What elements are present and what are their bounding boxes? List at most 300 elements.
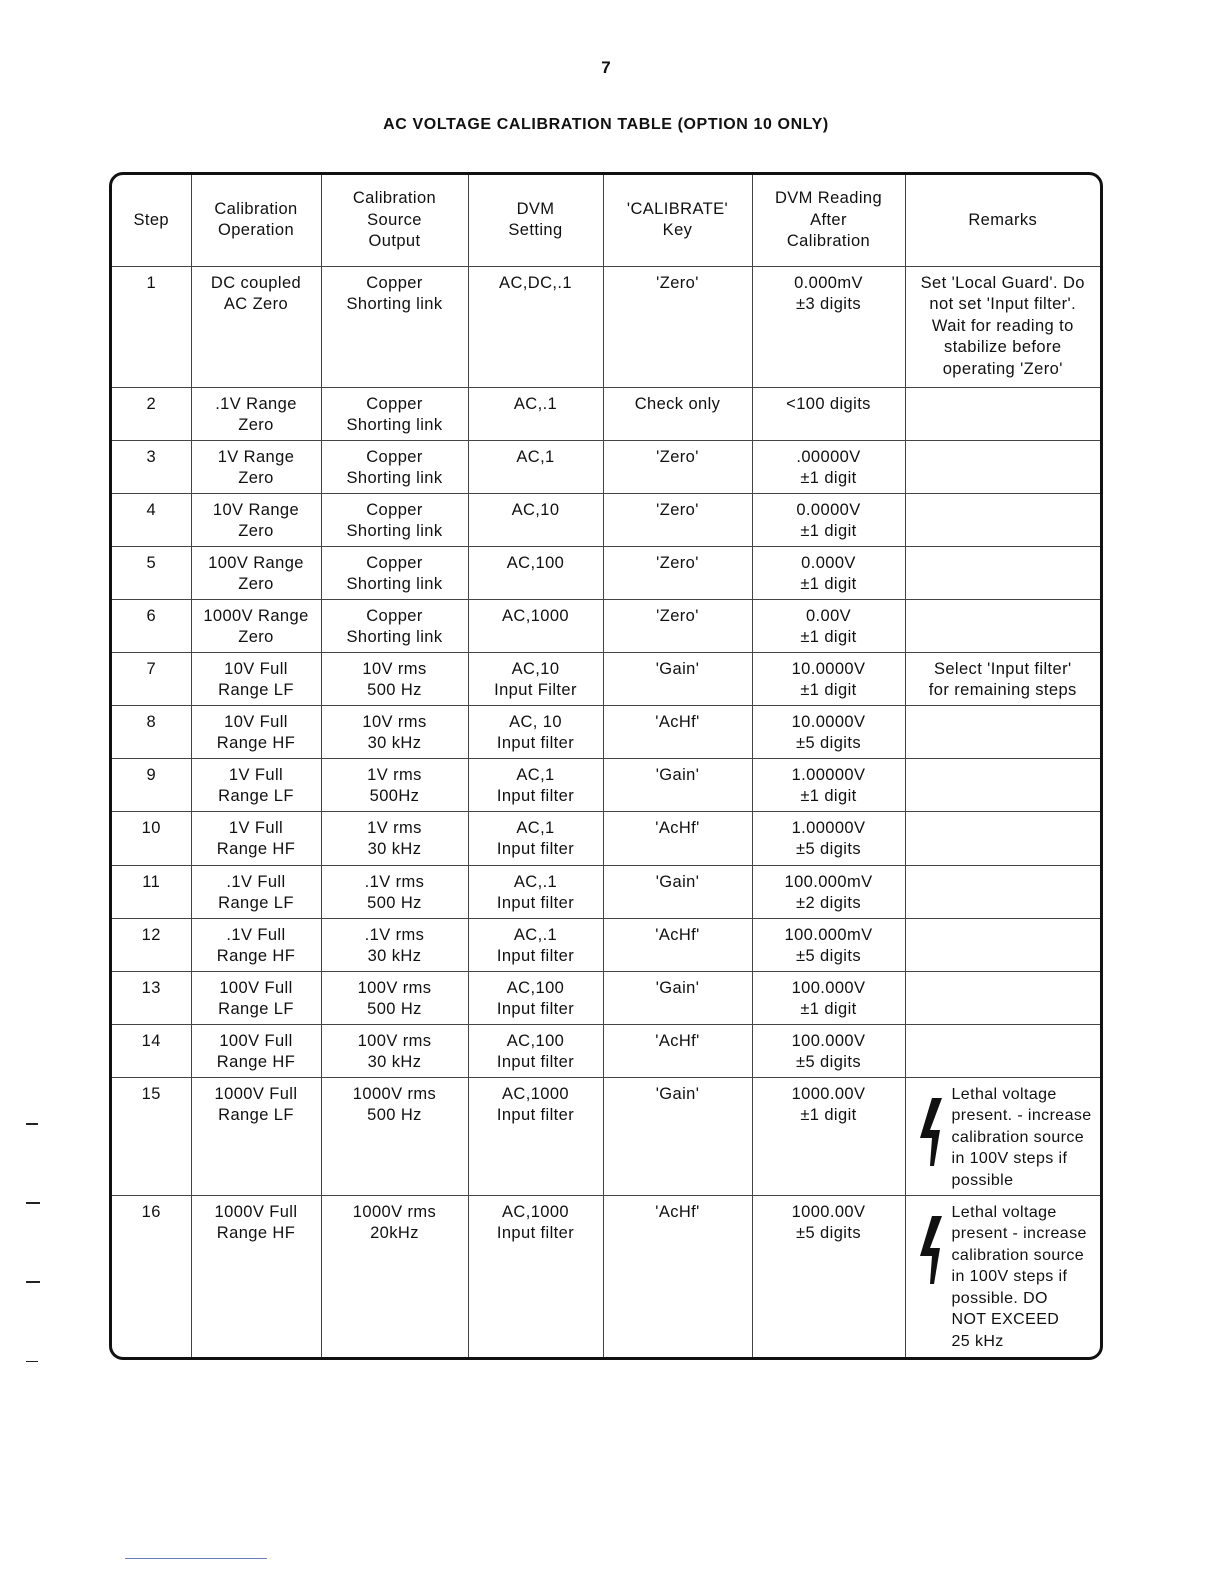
operation-cell-line: 10V Full (224, 712, 288, 731)
remarks-cell-line: Lethal voltage (951, 1203, 1057, 1221)
remarks-cell (905, 758, 1100, 811)
dvm-setting-cell (468, 387, 603, 440)
remarks-cell-line: Wait for reading to (931, 316, 1074, 335)
step-cell: 8 (112, 705, 191, 758)
dvm-reading-cell-line: ±1 digit (800, 681, 857, 699)
column-header-line: Output (368, 232, 421, 250)
dvm-reading-cell (752, 1024, 905, 1077)
calibrate-key-cell: 'AcHf' (603, 811, 752, 865)
column-header (752, 175, 905, 266)
dvm-reading-cell-line: .00000V (796, 447, 861, 466)
calibrate-key-cell: 'Gain' (603, 758, 752, 811)
dvm-reading-cell-line: ±1 digit (800, 522, 857, 540)
calibrate-key-cell: 'AcHf' (603, 1195, 752, 1357)
source-cell-line: 100V rms (357, 978, 432, 997)
lethal-warning (908, 1078, 1099, 1192)
dvm-setting-cell (468, 758, 603, 811)
dvm-reading-cell-line: 10.0000V (791, 712, 866, 731)
step-cell: 6 (112, 599, 191, 652)
source-cell (321, 865, 468, 918)
dvm-reading-cell-line: 100.000V (791, 1031, 866, 1050)
dvm-setting-cell-line: Input filter (496, 734, 575, 752)
footer-rule (125, 1558, 267, 1559)
column-header-line: Operation (217, 221, 295, 240)
source-cell-line: Copper (366, 273, 423, 292)
dvm-setting-cell-line: AC,10 (511, 500, 560, 519)
source-cell-line: Shorting link (346, 522, 443, 540)
dvm-setting-cell (468, 865, 603, 918)
remarks-cell-line: possible. DO (951, 1289, 1048, 1307)
calibrate-key-cell: 'Gain' (603, 865, 752, 918)
dvm-reading-cell-line: ±3 digits (796, 295, 861, 313)
remarks-cell (905, 1024, 1100, 1077)
remarks-cell-line: present. - increase (951, 1107, 1092, 1124)
operation-cell-line: Zero (238, 522, 274, 540)
remarks-cell (905, 705, 1100, 758)
operation-cell-line: AC Zero (223, 295, 289, 313)
column-header-line: Step (133, 210, 170, 229)
source-cell (321, 652, 468, 705)
dvm-reading-cell-line: 1000.00V (791, 1084, 866, 1103)
operation-cell (191, 387, 321, 440)
remarks-cell-line: in 100V steps if (951, 1150, 1068, 1167)
calibrate-key-cell: 'Zero' (603, 493, 752, 546)
remarks-cell (905, 865, 1100, 918)
source-cell (321, 387, 468, 440)
dvm-reading-cell-line: ±5 digits (796, 947, 861, 965)
dvm-reading-cell-line: ±5 digits (796, 1224, 861, 1242)
dvm-reading-cell (752, 971, 905, 1024)
operation-cell-line: 100V Full (219, 1031, 293, 1050)
column-header-line: Calibration (786, 232, 871, 250)
remarks-cell-line: 25 kHz (951, 1332, 1004, 1350)
remarks-cell-line: in 100V steps if (951, 1268, 1068, 1285)
dvm-setting-cell-line: Input filter (496, 1224, 575, 1242)
lethal-warning-text (952, 1084, 1099, 1192)
operation-cell-line: Zero (238, 416, 274, 434)
table-row (112, 599, 1100, 652)
dvm-setting-cell-line: Input filter (496, 947, 575, 965)
dvm-reading-cell-line: 0.0000V (796, 500, 861, 519)
operation-cell (191, 1024, 321, 1077)
dvm-reading-cell (752, 546, 905, 599)
dvm-setting-cell-line: Input filter (496, 1053, 575, 1071)
dvm-reading-cell-line: ±1 digit (800, 1106, 857, 1124)
lethal-warning-text (952, 1202, 1099, 1353)
dvm-setting-cell (468, 1024, 603, 1077)
source-cell-line: Copper (366, 447, 423, 466)
remarks-cell (905, 811, 1100, 865)
calibrate-key-cell: 'Gain' (603, 1077, 752, 1195)
source-cell-line: 500 Hz (367, 1000, 422, 1018)
dvm-reading-cell-line: 1.00000V (791, 818, 866, 837)
operation-cell-line: Range LF (218, 1000, 294, 1018)
dvm-setting-cell (468, 652, 603, 705)
dvm-setting-cell (468, 971, 603, 1024)
remarks-cell-line: Select 'Input filter' (933, 659, 1072, 678)
operation-cell-line: Zero (238, 628, 274, 646)
source-cell (321, 1195, 468, 1357)
header-row (112, 175, 1100, 266)
dvm-setting-cell-line: AC,100 (506, 553, 565, 572)
dvm-reading-cell (752, 493, 905, 546)
dvm-reading-cell-line: 0.000mV (794, 273, 863, 292)
source-cell-line: 100V rms (357, 1031, 432, 1050)
step-cell: 3 (112, 440, 191, 493)
source-cell-line: 30 kHz (367, 734, 422, 752)
dvm-reading-cell (752, 599, 905, 652)
operation-cell-line: Range HF (216, 734, 296, 752)
operation-cell (191, 705, 321, 758)
calibrate-key-cell: 'Zero' (603, 266, 752, 387)
operation-cell-line: Zero (238, 469, 274, 487)
operation-cell (191, 865, 321, 918)
step-cell: 1 (112, 266, 191, 387)
dvm-reading-cell (752, 918, 905, 971)
dvm-setting-cell-line: AC,10 (511, 659, 560, 678)
remarks-cell-line: not set 'Input filter'. (929, 295, 1077, 313)
operation-cell-line: .1V Range (215, 394, 297, 413)
remarks-cell (905, 387, 1100, 440)
calibration-table-frame (109, 172, 1103, 1360)
dvm-setting-cell-line: Input filter (496, 1106, 575, 1124)
source-cell-line: 1V rms (367, 818, 422, 837)
margin-tick (26, 1361, 38, 1362)
dvm-setting-cell-line: AC,1000 (501, 1084, 569, 1103)
remarks-cell-line: Lethal voltage (951, 1085, 1057, 1103)
remarks-cell (905, 440, 1100, 493)
source-cell (321, 599, 468, 652)
source-cell-line: .1V rms (364, 925, 425, 944)
dvm-setting-cell-line: AC,1000 (501, 1202, 569, 1221)
operation-cell-line: Range LF (218, 1106, 294, 1124)
operation-cell-line: Range LF (218, 787, 294, 805)
remarks-cell-line: operating 'Zero' (942, 359, 1063, 378)
operation-cell-line: 10V Full (224, 659, 288, 678)
operation-cell (191, 971, 321, 1024)
step-cell: 16 (112, 1195, 191, 1357)
source-cell-line: .1V rms (364, 872, 425, 891)
dvm-reading-cell-line: 100.000mV (784, 872, 873, 891)
column-header-line: DVM (516, 199, 555, 218)
step-cell: 12 (112, 918, 191, 971)
dvm-setting-cell (468, 266, 603, 387)
operation-cell-line: 1000V Full (214, 1084, 298, 1103)
table-row (112, 865, 1100, 918)
dvm-setting-cell-line: AC,1 (516, 818, 555, 837)
dvm-setting-cell-line: AC,.1 (513, 394, 558, 413)
column-header-line: Setting (508, 221, 563, 240)
dvm-reading-cell (752, 758, 905, 811)
lethal-warning (908, 1196, 1099, 1353)
calibrate-key-cell: 'AcHf' (603, 705, 752, 758)
source-cell-line: 500Hz (369, 787, 420, 805)
calibrate-key-cell: 'Gain' (603, 971, 752, 1024)
margin-tick (26, 1202, 40, 1204)
calibrate-key-cell: Check only (603, 387, 752, 440)
dvm-reading-cell-line: 0.000V (801, 553, 856, 572)
source-cell-line: Shorting link (346, 416, 443, 434)
operation-cell-line: Range LF (218, 894, 294, 912)
source-cell (321, 493, 468, 546)
source-cell (321, 758, 468, 811)
table-row (112, 546, 1100, 599)
remarks-cell (905, 493, 1100, 546)
operation-cell-line: 100V Range (208, 553, 304, 572)
column-header-line: Calibration (214, 199, 298, 218)
dvm-setting-cell-line: AC,.1 (513, 872, 558, 891)
table-row (112, 266, 1100, 387)
source-cell (321, 1077, 468, 1195)
source-cell (321, 266, 468, 387)
source-cell-line: 500 Hz (367, 894, 422, 912)
dvm-setting-cell-line: AC,1 (516, 765, 555, 784)
table-row (112, 705, 1100, 758)
dvm-reading-cell (752, 865, 905, 918)
page-number: 7 (601, 58, 611, 77)
step-cell: 9 (112, 758, 191, 811)
operation-cell-line: 10V Range (212, 500, 300, 519)
source-cell-line: 500 Hz (367, 1106, 422, 1124)
column-header (321, 175, 468, 266)
source-cell (321, 811, 468, 865)
source-cell-line: 1V rms (367, 765, 422, 784)
dvm-setting-cell-line: Input Filter (494, 681, 577, 699)
dvm-reading-cell (752, 440, 905, 493)
source-cell (321, 918, 468, 971)
lightning-bolt-icon (914, 1214, 952, 1293)
table-row (112, 1195, 1100, 1357)
step-cell: 4 (112, 493, 191, 546)
remarks-cell-line: NOT EXCEED (951, 1311, 1060, 1328)
margin-tick (26, 1281, 40, 1283)
dvm-reading-cell (752, 705, 905, 758)
remarks-cell-line: present - increase (951, 1225, 1087, 1242)
remarks-cell-line: calibration source (951, 1128, 1085, 1146)
dvm-setting-cell-line: Input filter (496, 840, 575, 858)
column-header-line: Key (662, 221, 693, 240)
operation-cell (191, 758, 321, 811)
operation-cell-line: Range HF (216, 1053, 296, 1071)
operation-cell (191, 493, 321, 546)
operation-cell (191, 918, 321, 971)
step-cell: 13 (112, 971, 191, 1024)
dvm-reading-cell-line: ±1 digit (800, 787, 857, 805)
source-cell-line: Copper (366, 606, 423, 625)
source-cell-line: 30 kHz (367, 1053, 422, 1071)
dvm-setting-cell-line: Input filter (496, 1000, 575, 1018)
calibration-table (112, 175, 1100, 1357)
source-cell-line: 10V rms (362, 659, 427, 678)
source-cell-line: Shorting link (346, 575, 443, 593)
calibrate-key-cell: 'AcHf' (603, 1024, 752, 1077)
dvm-setting-cell-line: Input filter (496, 787, 575, 805)
table-title: AC VOLTAGE CALIBRATION TABLE (OPTION 10 ONLY) (383, 116, 829, 133)
table-row (112, 971, 1100, 1024)
operation-cell (191, 652, 321, 705)
remarks-cell (905, 266, 1100, 387)
source-cell-line: 10V rms (362, 712, 427, 731)
dvm-reading-cell (752, 1077, 905, 1195)
column-header-line: Calibration (352, 189, 437, 207)
table-row (112, 1024, 1100, 1077)
dvm-reading-cell-line: 100.000V (791, 978, 866, 997)
operation-cell-line: 100V Full (219, 978, 293, 997)
remarks-cell-line: possible (951, 1171, 1014, 1189)
operation-cell-line: .1V Full (226, 925, 286, 944)
operation-cell-line: Range HF (216, 840, 296, 858)
dvm-reading-cell-line: ±5 digits (796, 1053, 861, 1071)
column-header-line: 'CALIBRATE' (626, 199, 729, 218)
dvm-reading-cell (752, 652, 905, 705)
dvm-setting-cell-line: AC, 10 (509, 712, 562, 731)
operation-cell-line: 1V Range (217, 447, 295, 466)
source-cell-line: 30 kHz (367, 840, 422, 858)
operation-cell-line: 1V Full (228, 765, 284, 784)
dvm-reading-cell-line: 1000.00V (791, 1202, 866, 1221)
table-row (112, 758, 1100, 811)
column-header (603, 175, 752, 266)
remarks-cell (905, 1195, 1100, 1357)
operation-cell-line: Range LF (218, 681, 294, 699)
remarks-cell-line: for remaining steps (928, 681, 1077, 699)
dvm-reading-cell-line: ±5 digits (796, 734, 861, 752)
remarks-cell (905, 971, 1100, 1024)
source-cell (321, 705, 468, 758)
source-cell-line: Copper (366, 553, 423, 572)
dvm-setting-cell (468, 599, 603, 652)
dvm-setting-cell (468, 440, 603, 493)
dvm-reading-cell-line: 10.0000V (791, 659, 866, 678)
operation-cell-line: 1000V Full (214, 1202, 298, 1221)
dvm-setting-cell (468, 705, 603, 758)
remarks-cell (905, 652, 1100, 705)
operation-cell (191, 1077, 321, 1195)
calibrate-key-cell: 'AcHf' (603, 918, 752, 971)
dvm-setting-cell (468, 493, 603, 546)
remarks-cell (905, 918, 1100, 971)
dvm-setting-cell-line: AC,100 (506, 1031, 565, 1050)
dvm-reading-cell-line: 0.00V (805, 606, 852, 625)
dvm-setting-cell-line: AC,1 (516, 447, 555, 466)
dvm-reading-cell-line: ±2 digits (796, 894, 861, 912)
table-row (112, 1077, 1100, 1195)
remarks-cell-line: Set 'Local Guard'. Do (920, 273, 1085, 292)
remarks-cell (905, 599, 1100, 652)
dvm-reading-cell (752, 387, 905, 440)
table-body (112, 266, 1100, 1357)
dvm-setting-cell-line: AC,DC,.1 (499, 273, 572, 292)
remarks-cell-line: stabilize before (944, 338, 1062, 356)
operation-cell (191, 546, 321, 599)
column-header (191, 175, 321, 266)
source-cell-line: 500 Hz (367, 681, 422, 699)
operation-cell (191, 440, 321, 493)
margin-tick (26, 1123, 38, 1125)
remarks-cell (905, 546, 1100, 599)
column-header-line: After (810, 210, 847, 229)
calibrate-key-cell: 'Zero' (603, 440, 752, 493)
dvm-reading-cell-line: ±1 digit (800, 628, 857, 646)
table-row (112, 387, 1100, 440)
operation-cell (191, 266, 321, 387)
source-cell-line: 30 kHz (367, 947, 422, 965)
dvm-setting-cell (468, 918, 603, 971)
dvm-reading-cell-line: <100 digits (786, 394, 871, 413)
operation-cell-line: Range HF (216, 1224, 296, 1242)
step-cell: 10 (112, 811, 191, 865)
column-header (905, 175, 1100, 266)
column-header-line: Remarks (968, 210, 1038, 229)
source-cell (321, 546, 468, 599)
source-cell-line: Shorting link (346, 295, 443, 313)
table-row (112, 493, 1100, 546)
calibrate-key-cell: 'Zero' (603, 546, 752, 599)
source-cell (321, 440, 468, 493)
step-cell: 15 (112, 1077, 191, 1195)
source-cell-line: Copper (366, 500, 423, 519)
dvm-reading-cell-line: ±1 digit (800, 1000, 857, 1018)
step-cell: 14 (112, 1024, 191, 1077)
source-cell-line: 1000V rms (352, 1202, 437, 1221)
table-row (112, 652, 1100, 705)
source-cell-line: Copper (366, 394, 423, 413)
source-cell-line: 20kHz (370, 1224, 419, 1242)
dvm-setting-cell (468, 546, 603, 599)
source-cell-line: Shorting link (346, 469, 443, 487)
dvm-setting-cell-line: Input filter (496, 894, 575, 912)
column-header (468, 175, 603, 266)
step-cell: 5 (112, 546, 191, 599)
source-cell (321, 971, 468, 1024)
dvm-setting-cell-line: AC,.1 (513, 925, 558, 944)
calibrate-key-cell: 'Gain' (603, 652, 752, 705)
operation-cell-line: Range HF (216, 947, 296, 965)
step-cell: 11 (112, 865, 191, 918)
table-row (112, 811, 1100, 865)
column-header-line: Source (367, 210, 422, 229)
margin-ticks (26, 0, 46, 1584)
step-cell: 2 (112, 387, 191, 440)
dvm-reading-cell-line: ±1 digit (800, 469, 857, 487)
operation-cell-line: Zero (238, 575, 274, 593)
table-row (112, 440, 1100, 493)
column-header-line: DVM Reading (774, 189, 883, 207)
table-row (112, 918, 1100, 971)
dvm-reading-cell-line: ±1 digit (800, 575, 857, 593)
operation-cell-line: DC coupled (210, 273, 302, 292)
dvm-reading-cell-line: 100.000mV (784, 925, 873, 944)
dvm-setting-cell (468, 811, 603, 865)
dvm-reading-cell-line: ±5 digits (796, 840, 861, 858)
operation-cell (191, 1195, 321, 1357)
calibrate-key-cell: 'Zero' (603, 599, 752, 652)
dvm-setting-cell (468, 1077, 603, 1195)
dvm-reading-cell (752, 1195, 905, 1357)
dvm-setting-cell (468, 1195, 603, 1357)
dvm-reading-cell (752, 811, 905, 865)
source-cell (321, 1024, 468, 1077)
lightning-bolt-icon (914, 1096, 952, 1175)
remarks-cell (905, 1077, 1100, 1195)
operation-cell (191, 811, 321, 865)
remarks-cell-line: calibration source (951, 1246, 1085, 1264)
dvm-reading-cell (752, 266, 905, 387)
dvm-reading-cell-line: 1.00000V (791, 765, 866, 784)
operation-cell-line: 1000V Range (203, 606, 309, 625)
operation-cell (191, 599, 321, 652)
source-cell-line: 1000V rms (352, 1084, 437, 1103)
